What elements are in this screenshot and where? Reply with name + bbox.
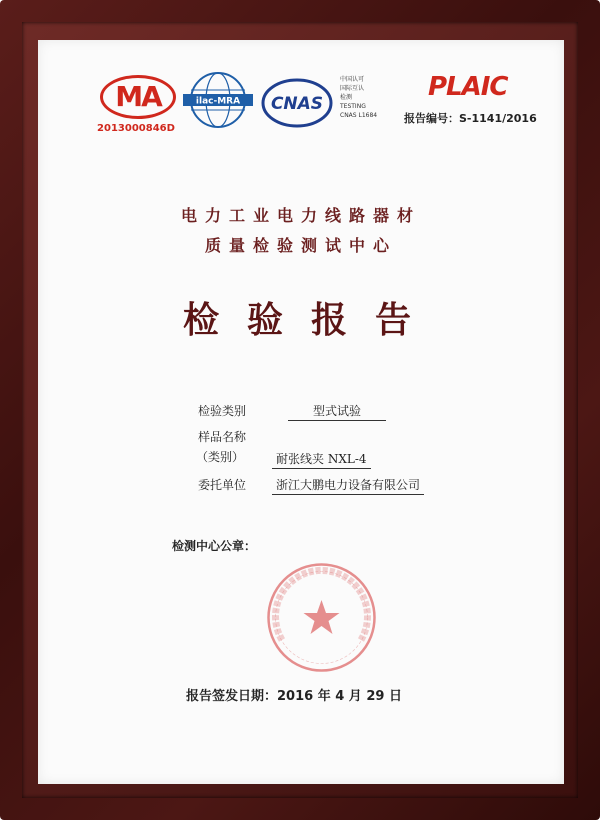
inspection-type-label: 检验类别 — [198, 404, 247, 418]
cnas-text-line: 中国认可 — [340, 76, 365, 83]
cnas-label: CNAS — [270, 94, 324, 114]
inspection-type-value: 型式试验 — [288, 402, 386, 421]
cma-mark: MA — [100, 75, 176, 119]
cnas-accreditation-text — [340, 75, 377, 120]
cma-logo — [94, 75, 178, 134]
report-number: 报告编号：S-1141/2016 — [404, 112, 537, 125]
cma-number: 2013000846D — [97, 123, 175, 134]
cnas-text-line: 检测 — [340, 94, 353, 101]
ilac-mra-logo — [183, 70, 253, 130]
certificate-paper — [38, 40, 564, 784]
ilac-label: ilac-MRA — [195, 96, 241, 107]
cnas-text-line: 国际互认 — [340, 85, 365, 92]
document-title: 检验报告 — [182, 299, 439, 341]
issue-date: 报告签发日期：2016 年 4 月 29 日 — [186, 689, 402, 704]
organization-line-2: 质量检验测试中心 — [204, 236, 397, 255]
client-value: 浙江大鹏电力设备有限公司 — [272, 476, 424, 495]
cnas-logo — [261, 78, 333, 128]
plaic-logo: PLAIC — [428, 72, 508, 102]
seal-label: 检测中心公章： — [172, 539, 257, 553]
organization-line-1: 电力工业电力线路器材 — [180, 206, 421, 225]
sample-name-value: 耐张线夹 NXL-4 — [272, 450, 371, 469]
sample-name-label: 样品名称 — [198, 430, 247, 444]
official-seal-stamp — [264, 560, 379, 675]
client-label: 委托单位 — [198, 478, 247, 492]
cnas-text-line: CNAS L1684 — [340, 112, 378, 119]
cnas-text-line: TESTING — [340, 103, 366, 110]
sample-category-label: （类别） — [196, 450, 245, 464]
